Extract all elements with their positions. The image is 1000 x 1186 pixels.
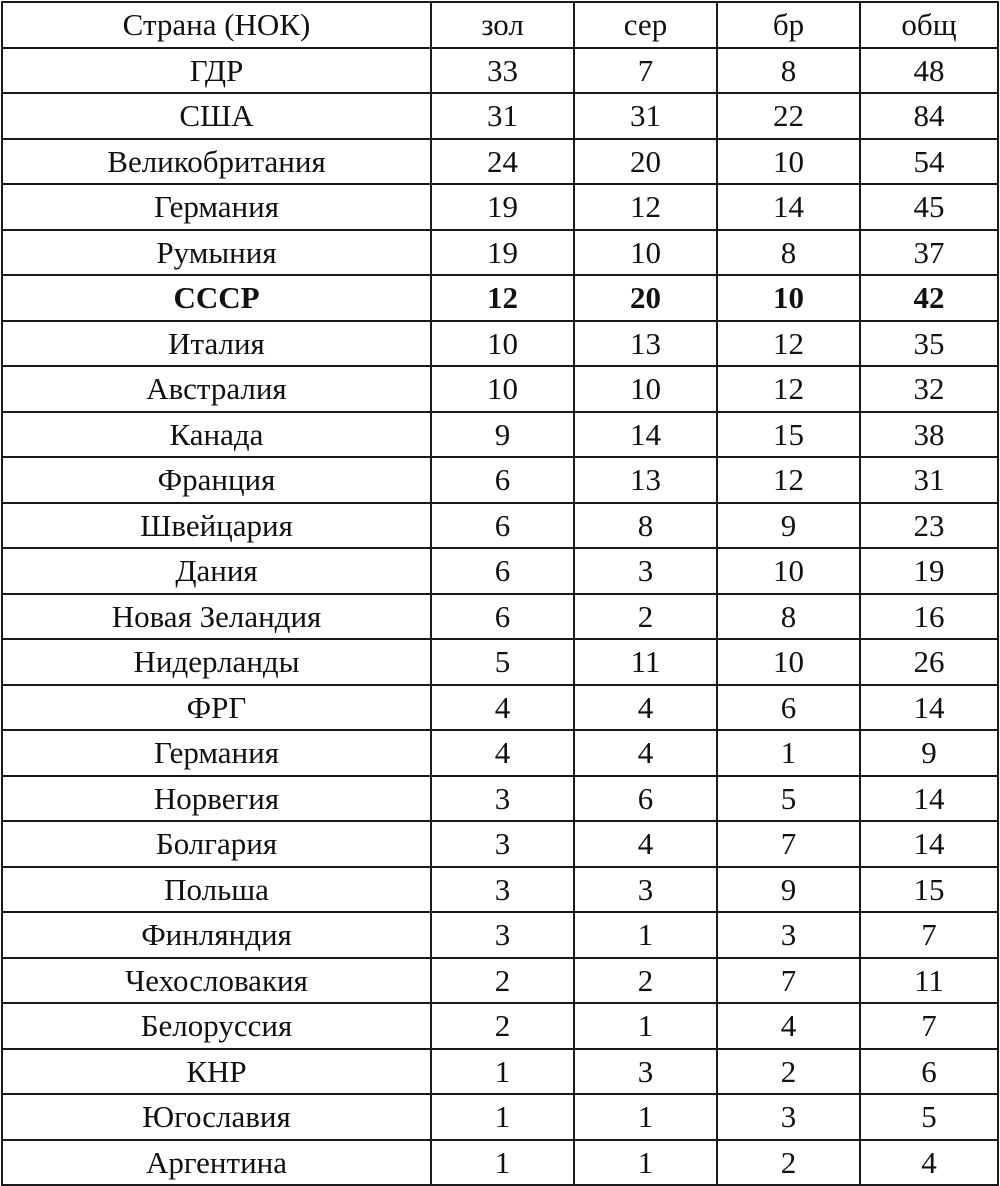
table-row: [2, 867, 998, 913]
bronze-cell: 7: [717, 821, 860, 867]
header-gold: зол: [431, 2, 574, 48]
table-row: [2, 548, 998, 594]
total-cell: 9: [860, 730, 998, 776]
table-row: [2, 503, 998, 549]
silver-cell: 7: [574, 48, 717, 94]
silver-cell: 1: [574, 1140, 717, 1186]
gold-cell: 6: [431, 548, 574, 594]
country-cell: Чехословакия: [2, 958, 431, 1004]
bronze-cell: 8: [717, 230, 860, 276]
country-cell: Дания: [2, 548, 431, 594]
silver-cell: 3: [574, 1049, 717, 1095]
silver-cell: 11: [574, 639, 717, 685]
medal-table-body: [2, 48, 998, 1186]
gold-cell: 2: [431, 958, 574, 1004]
bronze-cell: 2: [717, 1049, 860, 1095]
country-cell: Белоруссия: [2, 1003, 431, 1049]
table-row: [2, 321, 998, 367]
country-cell: Великобритания: [2, 139, 431, 185]
table-row: [2, 366, 998, 412]
table-row: [2, 639, 998, 685]
table-row: [2, 1003, 998, 1049]
bronze-cell: 9: [717, 503, 860, 549]
total-cell: 35: [860, 321, 998, 367]
table-row: [2, 730, 998, 776]
bronze-cell: 10: [717, 639, 860, 685]
table-row: [2, 1049, 998, 1095]
bronze-cell: 10: [717, 139, 860, 185]
silver-cell: 10: [574, 366, 717, 412]
table-row: [2, 457, 998, 503]
gold-cell: 1: [431, 1094, 574, 1140]
bronze-cell: 1: [717, 730, 860, 776]
bronze-cell: 3: [717, 912, 860, 958]
gold-cell: 10: [431, 366, 574, 412]
bronze-cell: 8: [717, 48, 860, 94]
silver-cell: 20: [574, 139, 717, 185]
silver-cell: 12: [574, 184, 717, 230]
country-cell: Румыния: [2, 230, 431, 276]
total-cell: 32: [860, 366, 998, 412]
bronze-cell: 15: [717, 412, 860, 458]
total-cell: 14: [860, 776, 998, 822]
silver-cell: 4: [574, 685, 717, 731]
total-cell: 45: [860, 184, 998, 230]
bronze-cell: 10: [717, 275, 860, 321]
table-row: [2, 685, 998, 731]
total-cell: 31: [860, 457, 998, 503]
silver-cell: 1: [574, 1094, 717, 1140]
table-row: [2, 275, 998, 321]
silver-cell: 13: [574, 321, 717, 367]
silver-cell: 4: [574, 730, 717, 776]
silver-cell: 1: [574, 912, 717, 958]
country-cell: Швейцария: [2, 503, 431, 549]
total-cell: 16: [860, 594, 998, 640]
total-cell: 14: [860, 821, 998, 867]
total-cell: 42: [860, 275, 998, 321]
bronze-cell: 4: [717, 1003, 860, 1049]
total-cell: 38: [860, 412, 998, 458]
country-cell: Франция: [2, 457, 431, 503]
country-cell: ФРГ: [2, 685, 431, 731]
total-cell: 48: [860, 48, 998, 94]
bronze-cell: 12: [717, 321, 860, 367]
silver-cell: 8: [574, 503, 717, 549]
silver-cell: 2: [574, 594, 717, 640]
total-cell: 54: [860, 139, 998, 185]
header-country: Страна (НОК): [2, 2, 431, 48]
country-cell: Италия: [2, 321, 431, 367]
country-cell: КНР: [2, 1049, 431, 1095]
bronze-cell: 14: [717, 184, 860, 230]
country-cell: Австралия: [2, 366, 431, 412]
header-row: [2, 2, 998, 48]
silver-cell: 31: [574, 93, 717, 139]
gold-cell: 3: [431, 912, 574, 958]
gold-cell: 6: [431, 503, 574, 549]
country-cell: Германия: [2, 730, 431, 776]
country-cell: Югославия: [2, 1094, 431, 1140]
gold-cell: 19: [431, 230, 574, 276]
gold-cell: 3: [431, 821, 574, 867]
bronze-cell: 8: [717, 594, 860, 640]
total-cell: 14: [860, 685, 998, 731]
country-cell: Нидерланды: [2, 639, 431, 685]
header-total: общ: [860, 2, 998, 48]
gold-cell: 33: [431, 48, 574, 94]
country-cell: Канада: [2, 412, 431, 458]
table-row: [2, 139, 998, 185]
gold-cell: 1: [431, 1140, 574, 1186]
total-cell: 5: [860, 1094, 998, 1140]
total-cell: 4: [860, 1140, 998, 1186]
total-cell: 26: [860, 639, 998, 685]
gold-cell: 4: [431, 685, 574, 731]
gold-cell: 9: [431, 412, 574, 458]
gold-cell: 4: [431, 730, 574, 776]
gold-cell: 19: [431, 184, 574, 230]
silver-cell: 4: [574, 821, 717, 867]
silver-cell: 3: [574, 867, 717, 913]
bronze-cell: 2: [717, 1140, 860, 1186]
gold-cell: 10: [431, 321, 574, 367]
gold-cell: 24: [431, 139, 574, 185]
bronze-cell: 6: [717, 685, 860, 731]
country-cell: Аргентина: [2, 1140, 431, 1186]
total-cell: 19: [860, 548, 998, 594]
gold-cell: 1: [431, 1049, 574, 1095]
country-cell: Норвегия: [2, 776, 431, 822]
gold-cell: 5: [431, 639, 574, 685]
country-cell: Польша: [2, 867, 431, 913]
header-silver: сер: [574, 2, 717, 48]
gold-cell: 2: [431, 1003, 574, 1049]
total-cell: 7: [860, 912, 998, 958]
country-cell: Финляндия: [2, 912, 431, 958]
country-cell: Новая Зеландия: [2, 594, 431, 640]
silver-cell: 3: [574, 548, 717, 594]
silver-cell: 2: [574, 958, 717, 1004]
bronze-cell: 22: [717, 93, 860, 139]
gold-cell: 31: [431, 93, 574, 139]
bronze-cell: 9: [717, 867, 860, 913]
table-row: [2, 958, 998, 1004]
silver-cell: 20: [574, 275, 717, 321]
total-cell: 11: [860, 958, 998, 1004]
gold-cell: 12: [431, 275, 574, 321]
table-row: [2, 230, 998, 276]
table-row: [2, 48, 998, 94]
gold-cell: 3: [431, 867, 574, 913]
table-row: [2, 1140, 998, 1186]
total-cell: 23: [860, 503, 998, 549]
country-cell: США: [2, 93, 431, 139]
table-row: [2, 1094, 998, 1140]
header-bronze: бр: [717, 2, 860, 48]
total-cell: 37: [860, 230, 998, 276]
country-cell: Германия: [2, 184, 431, 230]
table-row: [2, 776, 998, 822]
silver-cell: 10: [574, 230, 717, 276]
bronze-cell: 5: [717, 776, 860, 822]
gold-cell: 6: [431, 594, 574, 640]
total-cell: 6: [860, 1049, 998, 1095]
bronze-cell: 7: [717, 958, 860, 1004]
bronze-cell: 12: [717, 457, 860, 503]
table-row: [2, 912, 998, 958]
medal-table: [1, 1, 999, 1186]
bronze-cell: 3: [717, 1094, 860, 1140]
table-row: [2, 93, 998, 139]
country-cell: Болгария: [2, 821, 431, 867]
silver-cell: 13: [574, 457, 717, 503]
table-row: [2, 184, 998, 230]
total-cell: 7: [860, 1003, 998, 1049]
silver-cell: 1: [574, 1003, 717, 1049]
country-cell: ГДР: [2, 48, 431, 94]
total-cell: 15: [860, 867, 998, 913]
silver-cell: 14: [574, 412, 717, 458]
bronze-cell: 12: [717, 366, 860, 412]
gold-cell: 6: [431, 457, 574, 503]
table-row: [2, 594, 998, 640]
gold-cell: 3: [431, 776, 574, 822]
total-cell: 84: [860, 93, 998, 139]
table-row: [2, 412, 998, 458]
table-row: [2, 821, 998, 867]
country-cell: СССР: [2, 275, 431, 321]
bronze-cell: 10: [717, 548, 860, 594]
silver-cell: 6: [574, 776, 717, 822]
